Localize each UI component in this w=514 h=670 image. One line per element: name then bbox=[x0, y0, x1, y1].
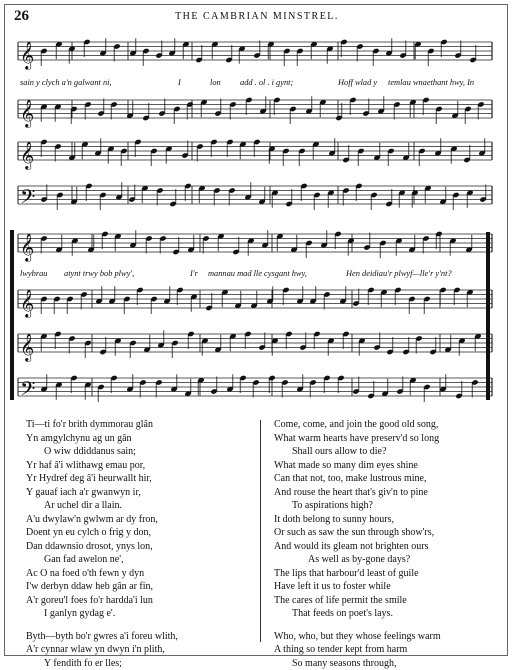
poem-line: Y gauaf iach a'r gwanwyn ir, bbox=[26, 486, 254, 500]
column-divider bbox=[260, 420, 261, 642]
poem-line: A thing so tender kept from harm bbox=[274, 643, 496, 657]
lyric-8: atynt trwy bob plwy', bbox=[64, 269, 134, 278]
poem-line: Yn amgylchynu ag un gân bbox=[26, 432, 254, 446]
poem-line: Yr Hydref deg â'i heurwallt hir, bbox=[26, 472, 254, 486]
poem-line: Byth—byth bo'r gwres a'i foreu wlith, bbox=[26, 630, 254, 644]
poem-line: I ganlyn gydag e'. bbox=[26, 607, 254, 621]
poem-line: So many seasons through, bbox=[274, 657, 496, 670]
poem-line: Or such as saw the sun through show'rs, bbox=[274, 526, 496, 540]
clef-icon: 𝄞 bbox=[20, 41, 34, 70]
lyric-6: temlau wnaethant hwy, In bbox=[388, 78, 474, 87]
poem-line: O wiw ddiddanus sain; bbox=[26, 445, 254, 459]
system-bracket bbox=[10, 230, 14, 400]
poem-line: It doth belong to sunny hours, bbox=[274, 513, 496, 527]
poem-line: Who, who, but they whose feelings warm bbox=[274, 630, 496, 644]
poem-line: What made so many dim eyes shine bbox=[274, 459, 496, 473]
page-number: 26 bbox=[14, 8, 29, 25]
poem-line: Gan fad awelon ne', bbox=[26, 553, 254, 567]
poem-line: A'r cynnar wlaw yn dwyn i'n plith, bbox=[26, 643, 254, 657]
poem-line: Ac O na foed o'th fewn y dyn bbox=[26, 567, 254, 581]
poem-line: Dan ddawnsio drosot, ynys lon, bbox=[26, 540, 254, 554]
clef-icon: 𝄢 bbox=[20, 377, 35, 405]
clef-icon: 𝄞 bbox=[20, 289, 34, 318]
poem-line: And rouse the heart that's giv'n to pine bbox=[274, 486, 496, 500]
poem-line: Come, come, and join the good old song, bbox=[274, 418, 496, 432]
running-title: THE CAMBRIAN MINSTREL. bbox=[0, 11, 514, 22]
poem-line: The lips that harbour'd least of guile bbox=[274, 567, 496, 581]
poem-line: I'w derbyn ddaw heb gân ar fin, bbox=[26, 580, 254, 594]
poem-line: Y fendith fo er lles; bbox=[26, 657, 254, 670]
poem-line: Can that not, too, make lustrous mine, bbox=[274, 472, 496, 486]
poem-line: Have left it us to foster while bbox=[274, 580, 496, 594]
poem-line: As well as by-gone days? bbox=[274, 553, 496, 567]
stanza-break bbox=[26, 621, 254, 630]
poem-line: Ti—ti fo'r brith dymmorau glân bbox=[26, 418, 254, 432]
stanza-break bbox=[274, 621, 496, 630]
clef-icon: 𝄞 bbox=[20, 99, 34, 128]
lyric-10: mannau mad lle cysgant hwy, bbox=[208, 269, 307, 278]
clef-icon: 𝄞 bbox=[20, 333, 34, 362]
poem-line: Shall ours allow to die? bbox=[274, 445, 496, 459]
lyric-11: Hen deidiau'r plwyf—lle'r y'nt? bbox=[345, 269, 452, 278]
lyric-3: lon bbox=[210, 78, 221, 87]
lyric-4: add . ol . i gynt; bbox=[240, 78, 293, 87]
lyric-5: Hoff wlad y bbox=[337, 78, 377, 87]
poem-line: Doent yn eu cylch o frig y don, bbox=[26, 526, 254, 540]
lyric-7: lwybrau bbox=[20, 269, 47, 278]
lyric-1: sain y clych a'n galwant ni, bbox=[20, 78, 112, 87]
poem-english-column bbox=[274, 418, 496, 670]
poem-line: A'r goreu'l foes fo'r hardda'i lun bbox=[26, 594, 254, 608]
clef-icon: 𝄞 bbox=[20, 233, 34, 262]
poem-line: To aspirations high? bbox=[274, 499, 496, 513]
poem-line: Ar uchel dir a llain. bbox=[26, 499, 254, 513]
poem-line: And would its gleam not brighten ours bbox=[274, 540, 496, 554]
clef-icon: 𝄢 bbox=[20, 185, 35, 213]
final-barline bbox=[486, 232, 490, 400]
poem-line: What warm hearts have preserv'd so long bbox=[274, 432, 496, 446]
poem-line: A'u dwylaw'n gwlwm ar dy fron, bbox=[26, 513, 254, 527]
clef-icon: 𝄞 bbox=[20, 141, 34, 170]
poem-line: Yr haf â'i wlithawg emau por, bbox=[26, 459, 254, 473]
lyric-2: I bbox=[177, 78, 182, 87]
poem-welsh-column bbox=[26, 418, 254, 670]
lyric-9: I'r bbox=[189, 269, 199, 278]
poem-line: The cares of life permit the smile bbox=[274, 594, 496, 608]
poem-line: That feeds on poet's lays. bbox=[274, 607, 496, 621]
